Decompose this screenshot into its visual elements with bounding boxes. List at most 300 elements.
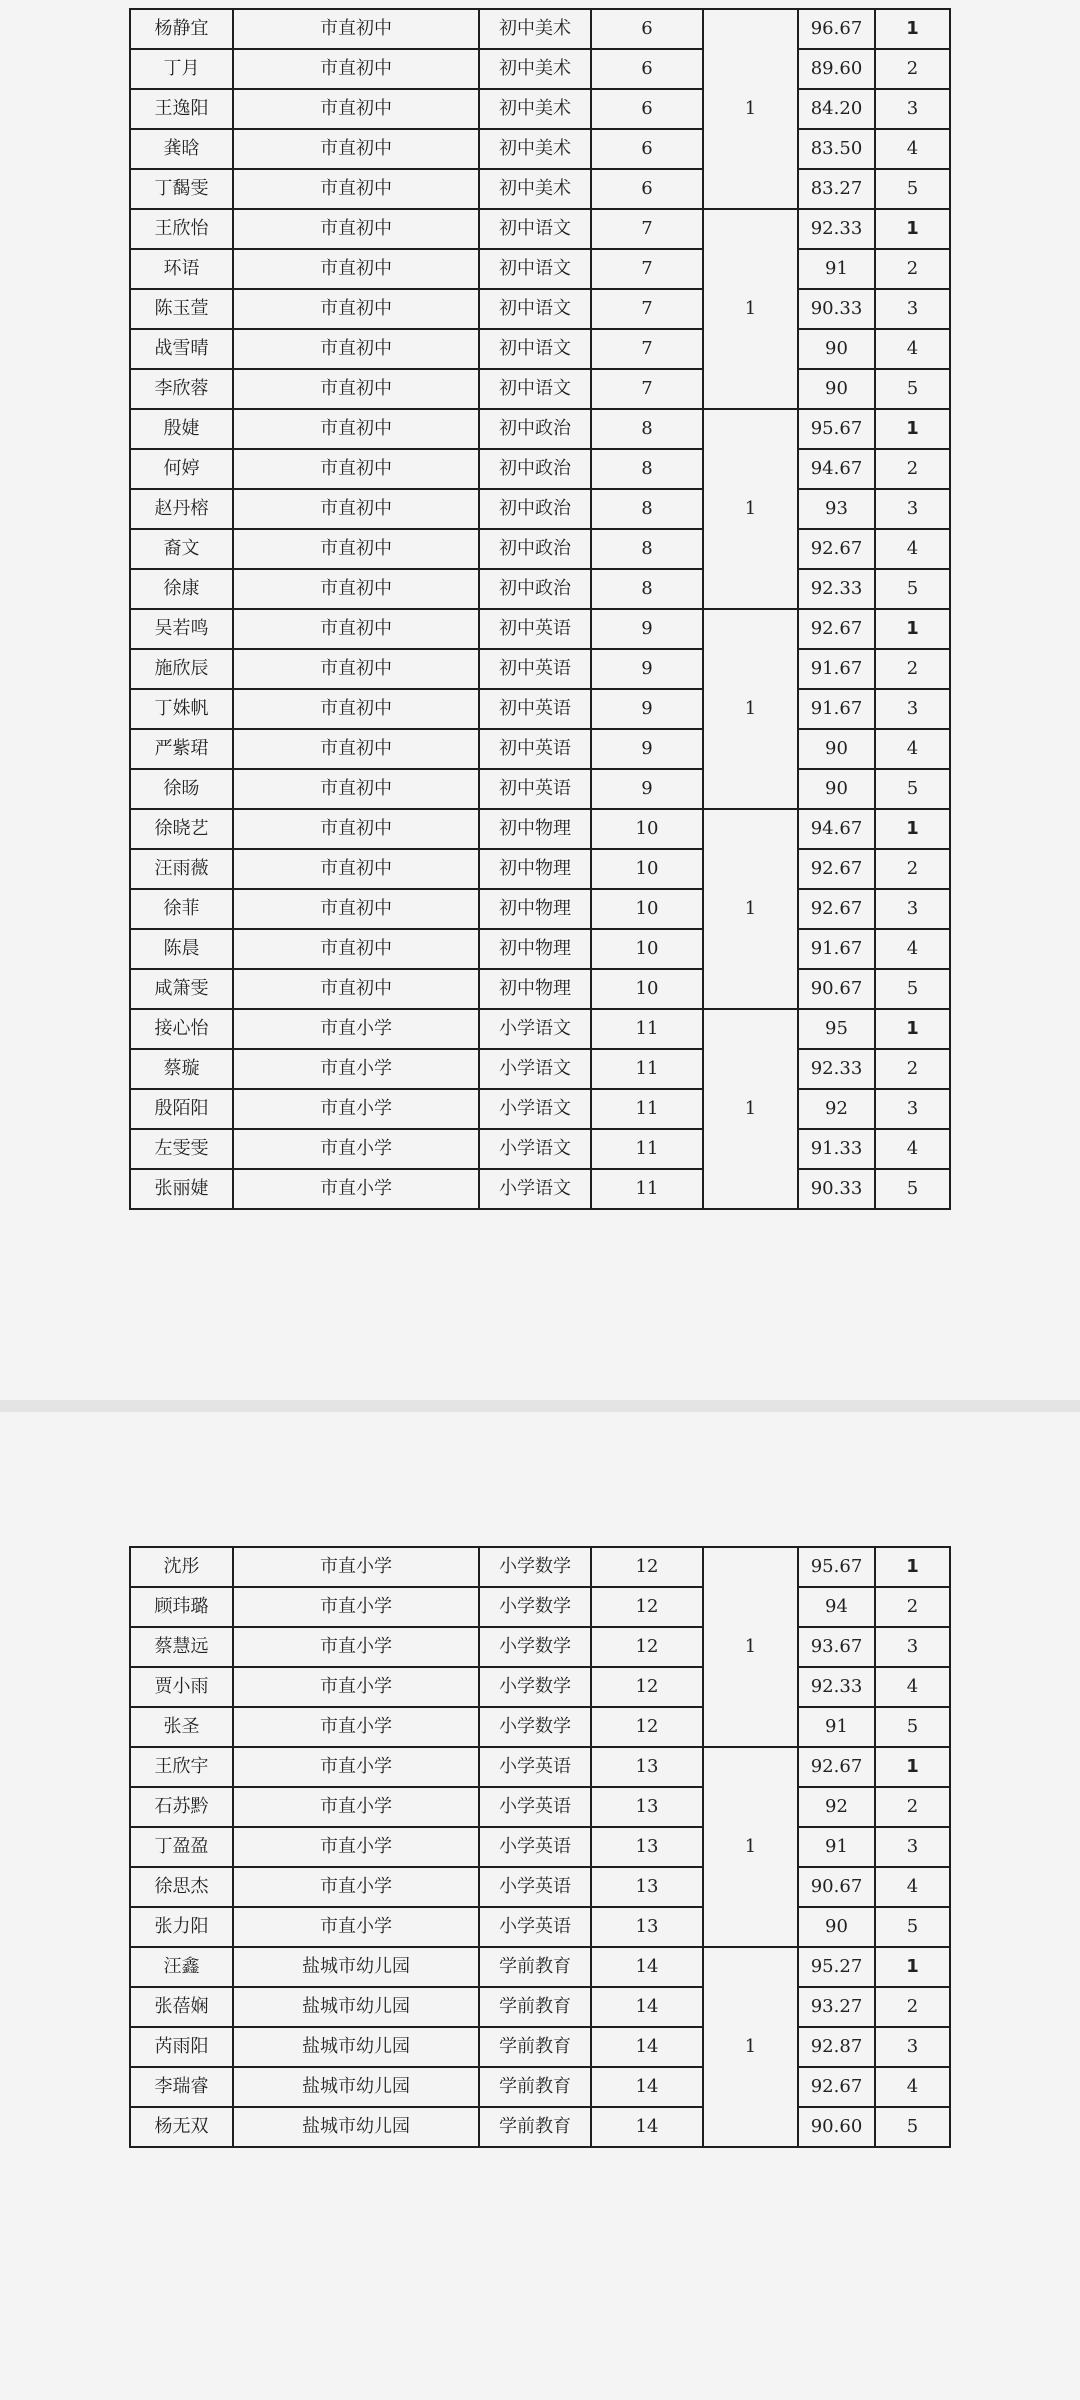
- post-code-cell: 13: [591, 1827, 703, 1867]
- post-code-cell: 7: [591, 249, 703, 289]
- quota-cell: 1: [703, 1947, 798, 2147]
- school-cell: 市直小学: [233, 1627, 479, 1667]
- score-cell: 92.33: [798, 569, 875, 609]
- candidate-name-cell: 丁姝帆: [130, 689, 233, 729]
- subject-cell: 小学英语: [479, 1787, 591, 1827]
- score-cell: 92: [798, 1089, 875, 1129]
- post-code-cell: 8: [591, 409, 703, 449]
- post-code-cell: 13: [591, 1867, 703, 1907]
- rank-cell: 5: [875, 1907, 950, 1947]
- candidate-name-cell: 蔡慧远: [130, 1627, 233, 1667]
- post-code-cell: 10: [591, 809, 703, 849]
- table-row: [130, 1667, 950, 1707]
- subject-cell: 初中美术: [479, 129, 591, 169]
- candidate-name-cell: 徐思杰: [130, 1867, 233, 1907]
- table-row: [130, 449, 950, 489]
- post-code-cell: 8: [591, 489, 703, 529]
- rank-cell: 3: [875, 2027, 950, 2067]
- post-code-cell: 11: [591, 1169, 703, 1209]
- candidate-name-cell: 汪雨薇: [130, 849, 233, 889]
- rank-cell: 1: [875, 1747, 950, 1787]
- rank-cell: 3: [875, 489, 950, 529]
- school-cell: 市直初中: [233, 9, 479, 49]
- candidate-name-cell: 环语: [130, 249, 233, 289]
- candidate-name-cell: 施欣辰: [130, 649, 233, 689]
- candidate-name-cell: 贾小雨: [130, 1667, 233, 1707]
- rank-cell: 1: [875, 1547, 950, 1587]
- school-cell: 市直初中: [233, 609, 479, 649]
- score-cell: 90: [798, 769, 875, 809]
- candidate-name-cell: 张丽婕: [130, 1169, 233, 1209]
- school-cell: 市直初中: [233, 249, 479, 289]
- candidate-name-cell: 王逸阳: [130, 89, 233, 129]
- rank-cell: 3: [875, 1627, 950, 1667]
- candidate-name-cell: 殷陌阳: [130, 1089, 233, 1129]
- rank-cell: 1: [875, 1009, 950, 1049]
- school-cell: 市直初中: [233, 809, 479, 849]
- rank-cell: 1: [875, 1947, 950, 1987]
- post-code-cell: 14: [591, 2027, 703, 2067]
- school-cell: 盐城市幼儿园: [233, 2107, 479, 2147]
- school-cell: 盐城市幼儿园: [233, 1947, 479, 1987]
- post-code-cell: 12: [591, 1587, 703, 1627]
- rank-cell: 4: [875, 1129, 950, 1169]
- candidate-name-cell: 接心怡: [130, 1009, 233, 1049]
- score-cell: 89.60: [798, 49, 875, 89]
- table-row: [130, 409, 950, 449]
- table-row: [130, 1049, 950, 1089]
- rank-cell: 4: [875, 929, 950, 969]
- candidate-name-cell: 赵丹榕: [130, 489, 233, 529]
- rank-cell: 4: [875, 129, 950, 169]
- table-row: [130, 2027, 950, 2067]
- score-cell: 92.67: [798, 609, 875, 649]
- quota-cell: 1: [703, 1747, 798, 1947]
- candidate-name-cell: 沈彤: [130, 1547, 233, 1587]
- post-code-cell: 12: [591, 1667, 703, 1707]
- candidate-name-cell: 殷婕: [130, 409, 233, 449]
- rank-cell: 5: [875, 1707, 950, 1747]
- score-cell: 90.67: [798, 969, 875, 1009]
- subject-cell: 初中物理: [479, 969, 591, 1009]
- school-cell: 市直初中: [233, 289, 479, 329]
- score-cell: 92.33: [798, 1667, 875, 1707]
- subject-cell: 初中物理: [479, 929, 591, 969]
- score-cell: 92.67: [798, 889, 875, 929]
- subject-cell: 小学数学: [479, 1667, 591, 1707]
- page-separator: [0, 1400, 1080, 1412]
- rank-cell: 4: [875, 1667, 950, 1707]
- school-cell: 市直小学: [233, 1129, 479, 1169]
- score-cell: 95.67: [798, 1547, 875, 1587]
- candidate-name-cell: 王欣宇: [130, 1747, 233, 1787]
- candidate-name-cell: 张蓓娴: [130, 1987, 233, 2027]
- candidate-name-cell: 丁盈盈: [130, 1827, 233, 1867]
- score-cell: 91.67: [798, 689, 875, 729]
- subject-cell: 初中英语: [479, 689, 591, 729]
- rank-cell: 4: [875, 529, 950, 569]
- school-cell: 市直小学: [233, 1587, 479, 1627]
- score-cell: 92.67: [798, 1747, 875, 1787]
- table-row: [130, 2107, 950, 2147]
- table-row: [130, 489, 950, 529]
- school-cell: 市直初中: [233, 369, 479, 409]
- subject-cell: 小学英语: [479, 1867, 591, 1907]
- rank-cell: 3: [875, 89, 950, 129]
- score-cell: 92.33: [798, 1049, 875, 1089]
- score-cell: 92.67: [798, 2067, 875, 2107]
- candidate-name-cell: 战雪晴: [130, 329, 233, 369]
- post-code-cell: 14: [591, 1947, 703, 1987]
- rank-cell: 3: [875, 689, 950, 729]
- score-cell: 91.67: [798, 649, 875, 689]
- school-cell: 市直初中: [233, 929, 479, 969]
- subject-cell: 初中美术: [479, 89, 591, 129]
- rank-cell: 5: [875, 769, 950, 809]
- quota-cell: 1: [703, 1009, 798, 1209]
- candidate-name-cell: 芮雨阳: [130, 2027, 233, 2067]
- table-row: [130, 1707, 950, 1747]
- quota-cell: 1: [703, 209, 798, 409]
- table-row: [130, 169, 950, 209]
- candidate-name-cell: 石苏黔: [130, 1787, 233, 1827]
- subject-cell: 小学语文: [479, 1129, 591, 1169]
- quota-cell: 1: [703, 409, 798, 609]
- school-cell: 市直初中: [233, 49, 479, 89]
- post-code-cell: 9: [591, 649, 703, 689]
- table-row: [130, 1547, 950, 1587]
- school-cell: 市直初中: [233, 129, 479, 169]
- subject-cell: 小学语文: [479, 1169, 591, 1209]
- table-row: [130, 289, 950, 329]
- score-cell: 92.67: [798, 529, 875, 569]
- post-code-cell: 13: [591, 1787, 703, 1827]
- subject-cell: 小学语文: [479, 1009, 591, 1049]
- score-cell: 95.67: [798, 409, 875, 449]
- score-cell: 84.20: [798, 89, 875, 129]
- subject-cell: 初中物理: [479, 809, 591, 849]
- score-cell: 92.33: [798, 209, 875, 249]
- quota-cell: 1: [703, 1547, 798, 1747]
- rank-cell: 1: [875, 809, 950, 849]
- school-cell: 市直初中: [233, 329, 479, 369]
- post-code-cell: 10: [591, 849, 703, 889]
- school-cell: 市直小学: [233, 1907, 479, 1947]
- rank-cell: 4: [875, 329, 950, 369]
- post-code-cell: 9: [591, 729, 703, 769]
- candidate-name-cell: 何婷: [130, 449, 233, 489]
- table-row: [130, 849, 950, 889]
- post-code-cell: 11: [591, 1009, 703, 1049]
- table-row: [130, 89, 950, 129]
- subject-cell: 小学数学: [479, 1627, 591, 1667]
- score-cell: 93: [798, 489, 875, 529]
- school-cell: 市直初中: [233, 209, 479, 249]
- school-cell: 市直小学: [233, 1049, 479, 1089]
- table-row: [130, 809, 950, 849]
- document-page-2: [0, 1412, 1080, 2400]
- score-cell: 90.60: [798, 2107, 875, 2147]
- candidate-name-cell: 杨无双: [130, 2107, 233, 2147]
- school-cell: 市直初中: [233, 569, 479, 609]
- table-row: [130, 1867, 950, 1907]
- rank-cell: 3: [875, 289, 950, 329]
- subject-cell: 初中语文: [479, 249, 591, 289]
- score-cell: 91: [798, 1707, 875, 1747]
- candidate-name-cell: 龚晗: [130, 129, 233, 169]
- table-row: [130, 1907, 950, 1947]
- rank-cell: 5: [875, 369, 950, 409]
- subject-cell: 初中英语: [479, 649, 591, 689]
- candidate-name-cell: 丁月: [130, 49, 233, 89]
- school-cell: 市直小学: [233, 1089, 479, 1129]
- subject-cell: 初中政治: [479, 409, 591, 449]
- candidate-name-cell: 王欣怡: [130, 209, 233, 249]
- rank-cell: 3: [875, 1827, 950, 1867]
- rank-cell: 4: [875, 729, 950, 769]
- subject-cell: 初中政治: [479, 529, 591, 569]
- quota-cell: 1: [703, 609, 798, 809]
- table-row: [130, 1747, 950, 1787]
- subject-cell: 初中语文: [479, 329, 591, 369]
- score-table-page-1: [129, 8, 951, 1210]
- rank-cell: 5: [875, 169, 950, 209]
- table-row: [130, 9, 950, 49]
- post-code-cell: 6: [591, 49, 703, 89]
- post-code-cell: 7: [591, 329, 703, 369]
- candidate-name-cell: 徐晓艺: [130, 809, 233, 849]
- candidate-name-cell: 左雯雯: [130, 1129, 233, 1169]
- score-cell: 91.67: [798, 929, 875, 969]
- candidate-name-cell: 徐菲: [130, 889, 233, 929]
- score-cell: 91: [798, 249, 875, 289]
- school-cell: 市直初中: [233, 969, 479, 1009]
- score-cell: 93.67: [798, 1627, 875, 1667]
- post-code-cell: 13: [591, 1747, 703, 1787]
- score-cell: 83.50: [798, 129, 875, 169]
- table-row: [130, 609, 950, 649]
- rank-cell: 1: [875, 409, 950, 449]
- table-row: [130, 769, 950, 809]
- subject-cell: 初中美术: [479, 49, 591, 89]
- table-row: [130, 329, 950, 369]
- score-cell: 96.67: [798, 9, 875, 49]
- school-cell: 市直小学: [233, 1747, 479, 1787]
- candidate-name-cell: 张力阳: [130, 1907, 233, 1947]
- post-code-cell: 8: [591, 569, 703, 609]
- rank-cell: 2: [875, 849, 950, 889]
- rank-cell: 2: [875, 49, 950, 89]
- rank-cell: 2: [875, 249, 950, 289]
- post-code-cell: 14: [591, 2067, 703, 2107]
- school-cell: 市直初中: [233, 169, 479, 209]
- post-code-cell: 12: [591, 1547, 703, 1587]
- rank-cell: 4: [875, 1867, 950, 1907]
- rank-cell: 1: [875, 209, 950, 249]
- post-code-cell: 9: [591, 769, 703, 809]
- subject-cell: 初中政治: [479, 489, 591, 529]
- school-cell: 市直初中: [233, 529, 479, 569]
- candidate-name-cell: 徐旸: [130, 769, 233, 809]
- table-row: [130, 129, 950, 169]
- school-cell: 市直初中: [233, 649, 479, 689]
- school-cell: 市直小学: [233, 1667, 479, 1707]
- subject-cell: 学前教育: [479, 1947, 591, 1987]
- post-code-cell: 11: [591, 1129, 703, 1169]
- school-cell: 市直小学: [233, 1787, 479, 1827]
- table-row: [130, 49, 950, 89]
- table-row: [130, 1089, 950, 1129]
- post-code-cell: 8: [591, 529, 703, 569]
- candidate-name-cell: 李欣蓉: [130, 369, 233, 409]
- table-row: [130, 1129, 950, 1169]
- score-cell: 90: [798, 1907, 875, 1947]
- score-cell: 94.67: [798, 449, 875, 489]
- subject-cell: 学前教育: [479, 2107, 591, 2147]
- table-row: [130, 569, 950, 609]
- subject-cell: 初中英语: [479, 609, 591, 649]
- subject-cell: 初中语文: [479, 289, 591, 329]
- score-cell: 90.33: [798, 289, 875, 329]
- candidate-name-cell: 陈玉萱: [130, 289, 233, 329]
- score-cell: 90.33: [798, 1169, 875, 1209]
- post-code-cell: 14: [591, 1987, 703, 2027]
- subject-cell: 小学数学: [479, 1707, 591, 1747]
- score-cell: 90: [798, 369, 875, 409]
- candidate-name-cell: 李瑞睿: [130, 2067, 233, 2107]
- score-cell: 92: [798, 1787, 875, 1827]
- table-row: [130, 1627, 950, 1667]
- school-cell: 市直小学: [233, 1009, 479, 1049]
- candidate-name-cell: 丁馤雯: [130, 169, 233, 209]
- post-code-cell: 6: [591, 169, 703, 209]
- table-row: [130, 1827, 950, 1867]
- score-cell: 83.27: [798, 169, 875, 209]
- candidate-name-cell: 汪鑫: [130, 1947, 233, 1987]
- candidate-name-cell: 顾玮璐: [130, 1587, 233, 1627]
- post-code-cell: 12: [591, 1627, 703, 1667]
- candidate-name-cell: 蔡璇: [130, 1049, 233, 1089]
- subject-cell: 小学英语: [479, 1907, 591, 1947]
- post-code-cell: 13: [591, 1907, 703, 1947]
- school-cell: 市直小学: [233, 1707, 479, 1747]
- subject-cell: 小学数学: [479, 1547, 591, 1587]
- subject-cell: 初中物理: [479, 889, 591, 929]
- table-row: [130, 689, 950, 729]
- table-row: [130, 2067, 950, 2107]
- table-row: [130, 209, 950, 249]
- post-code-cell: 8: [591, 449, 703, 489]
- candidate-name-cell: 张圣: [130, 1707, 233, 1747]
- rank-cell: 2: [875, 1987, 950, 2027]
- subject-cell: 学前教育: [479, 2027, 591, 2067]
- rank-cell: 3: [875, 889, 950, 929]
- score-cell: 95: [798, 1009, 875, 1049]
- post-code-cell: 10: [591, 969, 703, 1009]
- table-row: [130, 1947, 950, 1987]
- school-cell: 市直初中: [233, 689, 479, 729]
- score-cell: 93.27: [798, 1987, 875, 2027]
- rank-cell: 3: [875, 1089, 950, 1129]
- table-row: [130, 729, 950, 769]
- school-cell: 市直初中: [233, 729, 479, 769]
- subject-cell: 学前教育: [479, 1987, 591, 2027]
- rank-cell: 2: [875, 449, 950, 489]
- quota-cell: 1: [703, 9, 798, 209]
- subject-cell: 初中物理: [479, 849, 591, 889]
- subject-cell: 小学语文: [479, 1049, 591, 1089]
- subject-cell: 学前教育: [479, 2067, 591, 2107]
- subject-cell: 小学英语: [479, 1747, 591, 1787]
- table-row: [130, 1009, 950, 1049]
- school-cell: 市直初中: [233, 489, 479, 529]
- rank-cell: 4: [875, 2067, 950, 2107]
- rank-cell: 5: [875, 2107, 950, 2147]
- table-row: [130, 369, 950, 409]
- school-cell: 盐城市幼儿园: [233, 1987, 479, 2027]
- subject-cell: 初中政治: [479, 449, 591, 489]
- table-row: [130, 1169, 950, 1209]
- candidate-name-cell: 咸箫雯: [130, 969, 233, 1009]
- school-cell: 盐城市幼儿园: [233, 2067, 479, 2107]
- table-row: [130, 249, 950, 289]
- subject-cell: 小学语文: [479, 1089, 591, 1129]
- subject-cell: 初中美术: [479, 169, 591, 209]
- rank-cell: 5: [875, 1169, 950, 1209]
- candidate-name-cell: 裔文: [130, 529, 233, 569]
- score-table-body: [130, 1547, 950, 2147]
- table-row: [130, 1787, 950, 1827]
- school-cell: 市直初中: [233, 409, 479, 449]
- post-code-cell: 9: [591, 689, 703, 729]
- school-cell: 市直小学: [233, 1169, 479, 1209]
- candidate-name-cell: 陈晨: [130, 929, 233, 969]
- subject-cell: 初中语文: [479, 209, 591, 249]
- post-code-cell: 14: [591, 2107, 703, 2147]
- score-table-page-2: [129, 1546, 951, 2148]
- post-code-cell: 12: [591, 1707, 703, 1747]
- candidate-name-cell: 徐康: [130, 569, 233, 609]
- post-code-cell: 11: [591, 1089, 703, 1129]
- subject-cell: 初中英语: [479, 729, 591, 769]
- post-code-cell: 7: [591, 369, 703, 409]
- score-cell: 95.27: [798, 1947, 875, 1987]
- post-code-cell: 10: [591, 929, 703, 969]
- rank-cell: 2: [875, 1049, 950, 1089]
- post-code-cell: 6: [591, 9, 703, 49]
- rank-cell: 5: [875, 969, 950, 1009]
- subject-cell: 小学英语: [479, 1827, 591, 1867]
- school-cell: 市直初中: [233, 769, 479, 809]
- rank-cell: 2: [875, 1587, 950, 1627]
- table-row: [130, 1987, 950, 2027]
- score-table-body: [130, 9, 950, 1209]
- subject-cell: 小学数学: [479, 1587, 591, 1627]
- score-cell: 94: [798, 1587, 875, 1627]
- rank-cell: 5: [875, 569, 950, 609]
- subject-cell: 初中政治: [479, 569, 591, 609]
- score-cell: 92.67: [798, 849, 875, 889]
- school-cell: 市直初中: [233, 449, 479, 489]
- post-code-cell: 7: [591, 289, 703, 329]
- school-cell: 市直初中: [233, 889, 479, 929]
- post-code-cell: 9: [591, 609, 703, 649]
- quota-cell: 1: [703, 809, 798, 1009]
- candidate-name-cell: 严紫珺: [130, 729, 233, 769]
- school-cell: 市直初中: [233, 849, 479, 889]
- table-row: [130, 889, 950, 929]
- score-cell: 94.67: [798, 809, 875, 849]
